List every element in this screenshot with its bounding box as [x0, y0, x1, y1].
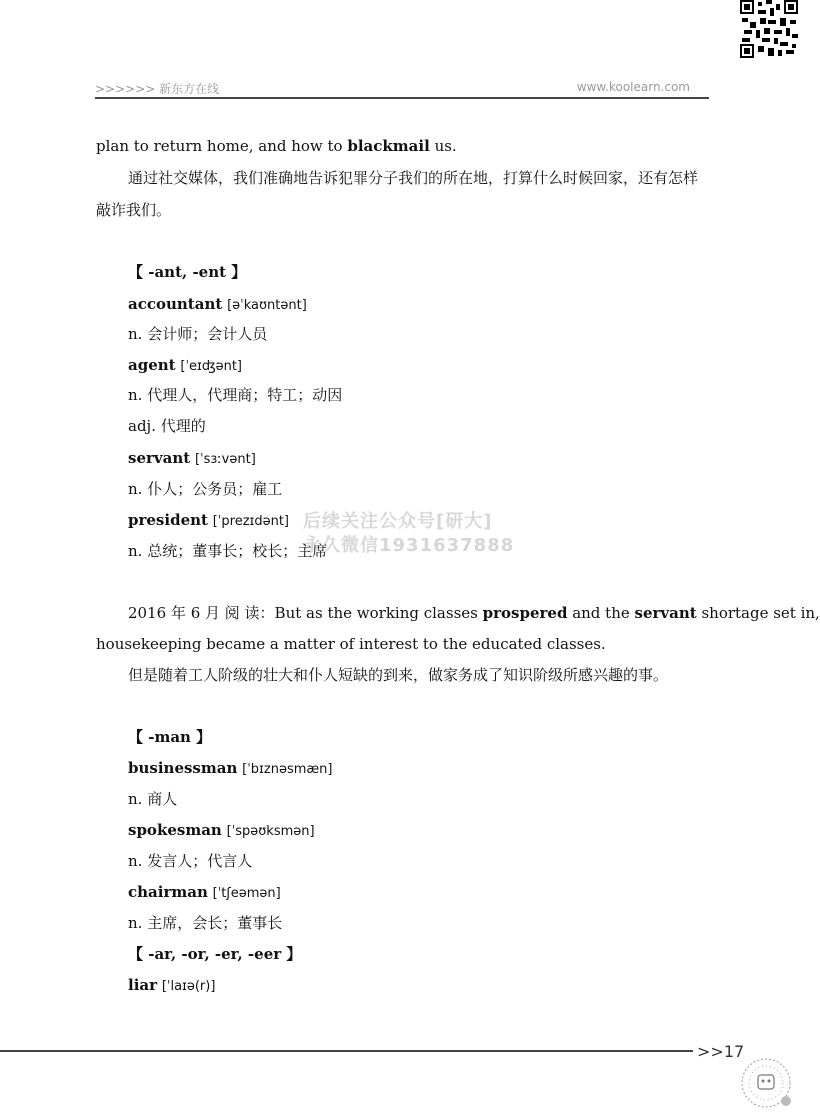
paragraph-line: plan to return home, and how to blackmail us.	[96, 137, 457, 155]
paragraph-line: 敲诈我们。	[96, 201, 172, 219]
phonetic: [ˈlaɪə(r)]	[161, 979, 216, 994]
vocab-word: liar	[128, 976, 158, 994]
footer-divider	[0, 1050, 693, 1052]
section-heading: 【 -ant, -ent 】	[128, 263, 247, 281]
header-divider	[95, 97, 709, 99]
phonetic: [ˈspəʊksmən]	[226, 824, 315, 839]
vocab-entry	[128, 820, 315, 842]
vocab-entry	[128, 448, 256, 470]
vocab-entry	[128, 294, 307, 316]
bold-term: blackmail	[347, 137, 430, 155]
qr-code-icon	[740, 0, 798, 58]
vocab-entry	[128, 758, 332, 780]
header-brand: >>>>>> 新东方在线	[95, 82, 220, 96]
header-url: www.koolearn.com	[576, 80, 690, 94]
paragraph-line: 通过社交媒体，我们准确地告诉犯罪分子我们的所在地，打算什么时候回家，还有怎样	[128, 169, 699, 187]
vocab-definition: n. 主席，会长；董事长	[128, 914, 283, 932]
phonetic: [ˈprezɪdənt]	[212, 514, 290, 529]
example-sentence: 2016 年 6 月 阅 读：But as the working classes prospered and the servant shortage set in,	[128, 604, 820, 622]
vocab-definition: n. 商人	[128, 790, 178, 808]
vocab-entry	[128, 355, 242, 377]
vocab-entry	[128, 510, 289, 532]
vocab-definition: adj. 代理的	[128, 417, 206, 435]
vocab-definition: n. 发言人；代言人	[128, 852, 253, 870]
vocab-word: accountant	[128, 295, 223, 313]
vocab-word: businessman	[128, 759, 238, 777]
vocab-entry	[128, 882, 281, 904]
example-sentence: housekeeping became a matter of interest to the educated classes.	[96, 635, 606, 653]
stamp-icon	[736, 1055, 796, 1111]
phonetic: [ˈsɜːvənt]	[194, 452, 256, 467]
section-heading: 【 -ar, -or, -er, -eer 】	[128, 945, 302, 963]
example-translation: 但是随着工人阶级的壮大和仆人短缺的到来，做家务成了知识阶级所感兴趣的事。	[128, 666, 669, 684]
vocab-definition: n. 会计师；会计人员	[128, 325, 268, 343]
vocab-word: servant	[128, 449, 191, 467]
page-number: >>17	[697, 1042, 745, 1061]
phonetic: [ˈeɪʤənt]	[180, 359, 243, 374]
phonetic: [əˈkaʊntənt]	[227, 298, 307, 313]
vocab-word: agent	[128, 356, 176, 374]
vocab-entry	[128, 975, 215, 997]
watermark: 后续关注公众号[研大] 永久微信1931637888	[303, 511, 515, 556]
vocab-definition: n. 总统；董事长；校长；主席	[128, 542, 328, 560]
vocab-definition: n. 代理人，代理商；特工；动因	[128, 386, 343, 404]
vocab-word: president	[128, 511, 208, 529]
phonetic: [ˈbɪznəsmæn]	[242, 762, 333, 777]
section-heading: 【 -man 】	[128, 728, 212, 746]
vocab-definition: n. 仆人；公务员；雇工	[128, 480, 283, 498]
vocab-word: chairman	[128, 883, 208, 901]
vocab-word: spokesman	[128, 821, 222, 839]
phonetic: [ˈtʃeəmən]	[212, 886, 281, 901]
